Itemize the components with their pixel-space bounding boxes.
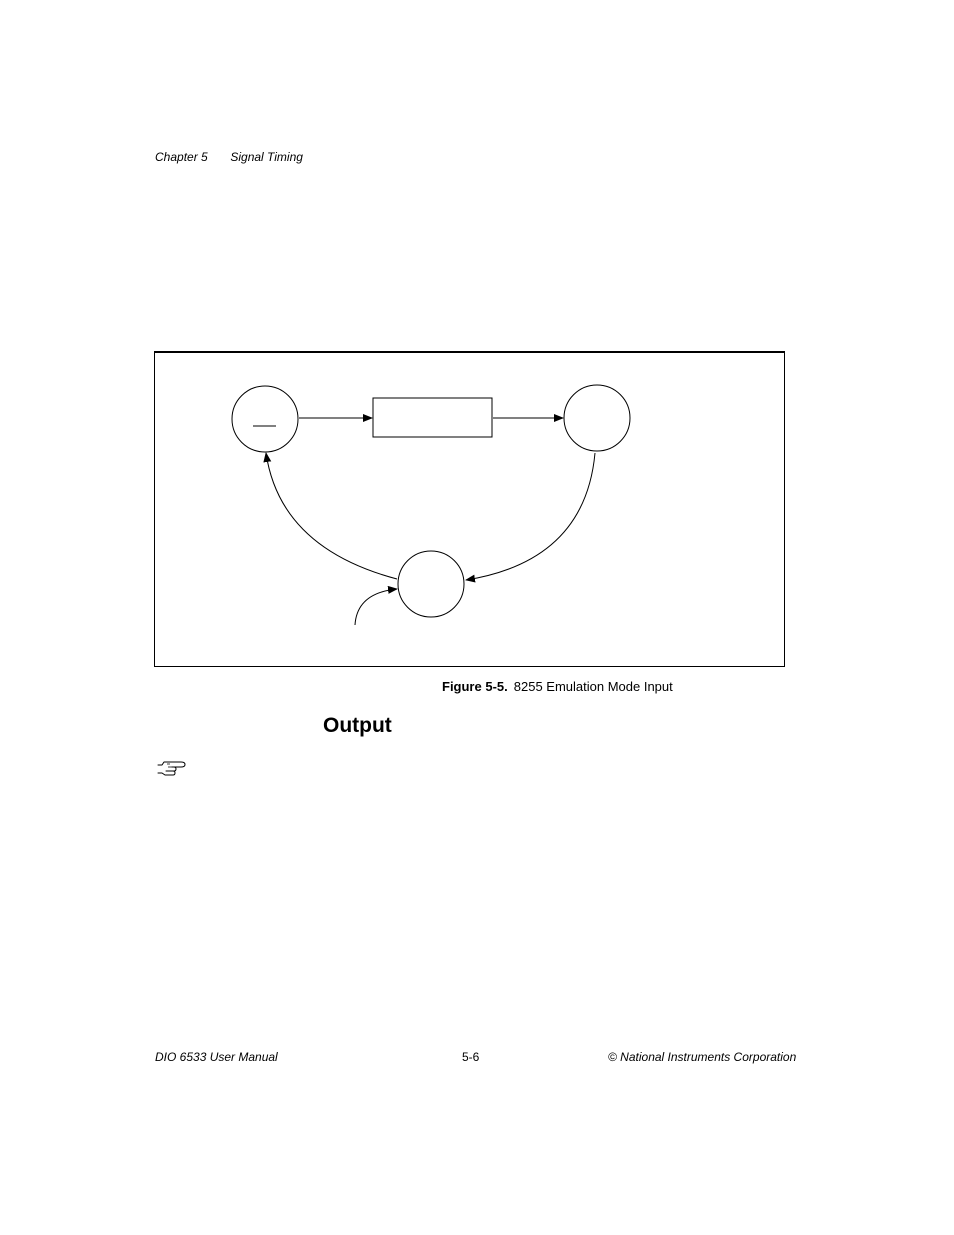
- state-diagram-figure: [154, 351, 785, 667]
- arrow-bottom-to-left: [266, 453, 397, 579]
- figure-label: Figure 5-5.: [442, 679, 508, 694]
- state-circle-bottom: [398, 551, 464, 617]
- header-chapter: Chapter 5: [155, 150, 208, 164]
- state-circle-left: [232, 386, 298, 452]
- process-box: [373, 398, 492, 437]
- footer-manual-title: DIO 6533 User Manual: [155, 1050, 278, 1064]
- state-circle-right: [564, 385, 630, 451]
- pointing-hand-icon: [157, 758, 187, 778]
- arrow-right-to-bottom: [466, 453, 595, 580]
- header-section: Signal Timing: [230, 150, 303, 164]
- footer-page-number: 5-6: [462, 1050, 480, 1064]
- arrow-external-input: [355, 589, 397, 625]
- figure-title: 8255 Emulation Mode Input: [513, 679, 673, 694]
- state-diagram: [155, 353, 786, 669]
- running-header: [155, 150, 303, 164]
- footer-copyright: © National Instruments Corporation: [608, 1050, 797, 1064]
- figure-caption: [442, 679, 673, 694]
- section-heading: Output: [323, 714, 392, 737]
